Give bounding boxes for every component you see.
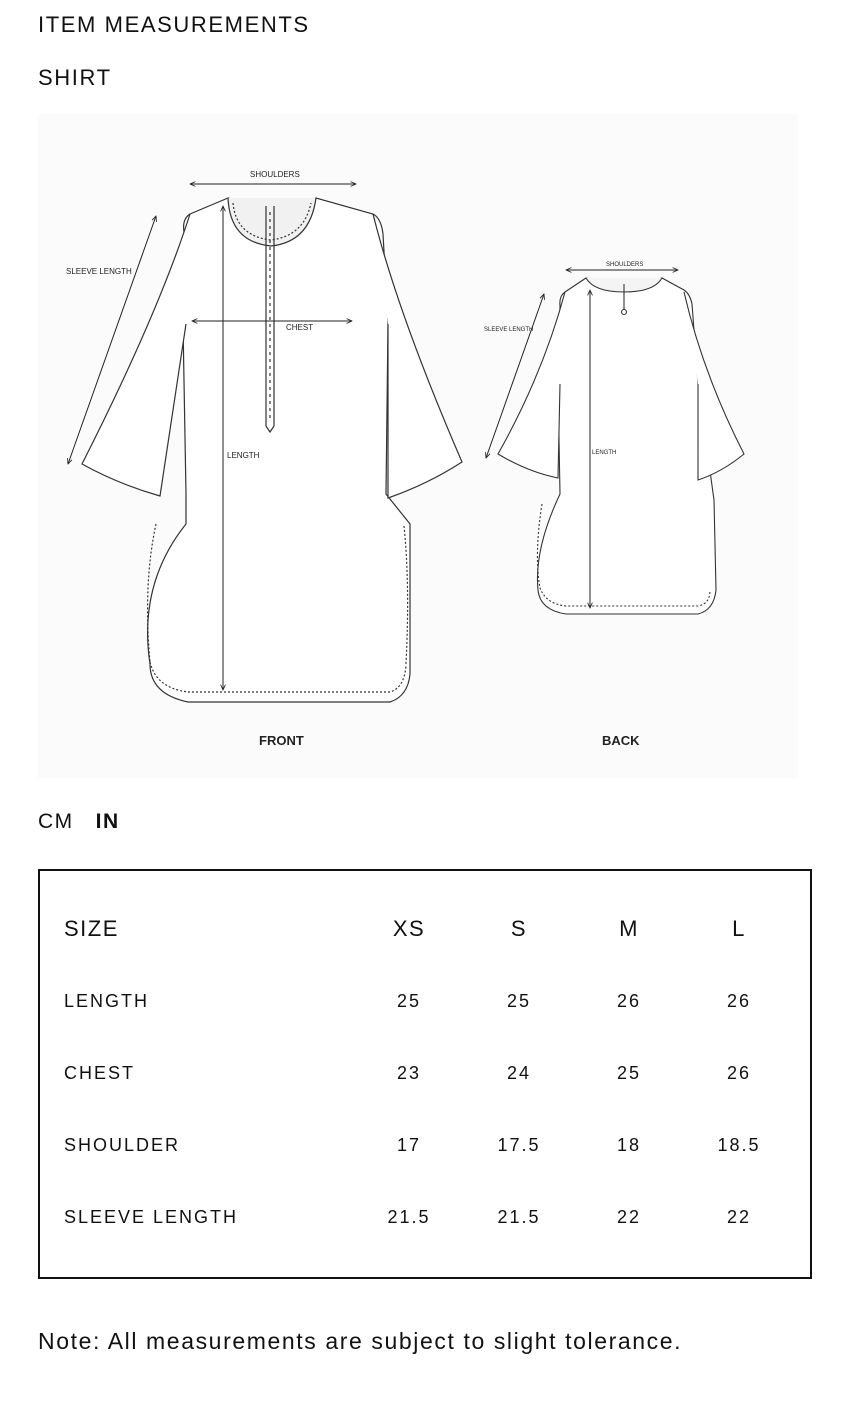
back-shoulders-label: SHOULDERS [606,262,644,268]
size-header-l: L [732,916,746,941]
back-length-label: LENGTH [592,450,617,456]
tolerance-note: Note: All measurements are subject to slight tolerance. [38,1328,683,1354]
table-row [64,1181,794,1253]
front-sleeve-length-label: SLEEVE LENGTH [66,267,132,276]
size-header-row [64,893,794,965]
size-header-label: SIZE [64,916,119,941]
table-cell: 21.5 [387,1206,431,1227]
row-label-sleeve-length: SLEEVE LENGTH [64,1206,239,1227]
table-cell: 25 [506,990,532,1011]
back-caption: BACK [602,733,640,748]
size-table [64,893,794,1253]
unit-in-button[interactable]: IN [95,810,120,833]
page-title: ITEM MEASUREMENTS [38,12,310,37]
size-header-m: M [619,916,639,941]
size-header-xs: XS [392,916,426,941]
front-garment-illustration [82,198,462,702]
table-cell: 25 [616,1062,642,1083]
back-sleeve-length-label: SLEEVE LENGTH [484,327,534,333]
front-caption: FRONT [259,733,304,748]
size-header-s: S [510,916,528,941]
unit-toggle [38,810,120,834]
garment-subtitle: SHIRT [38,65,112,90]
unit-cm-button[interactable]: CM [38,810,74,833]
table-cell: 25 [396,990,422,1011]
table-cell: 17.5 [497,1134,541,1155]
table-row [64,1109,794,1181]
table-cell: 18 [616,1134,642,1155]
row-label-length: LENGTH [64,990,150,1011]
table-cell: 22 [726,1206,752,1227]
table-cell: 21.5 [497,1206,541,1227]
back-garment-illustration [498,278,744,614]
row-label-shoulder: SHOULDER [64,1134,181,1155]
size-chart [38,869,812,1279]
table-row [64,965,794,1037]
front-chest-label: CHEST [286,323,314,332]
row-label-chest: CHEST [64,1062,136,1083]
table-cell: 23 [396,1062,422,1083]
table-row [64,1037,794,1109]
table-cell: 26 [726,990,752,1011]
table-cell: 18.5 [717,1134,761,1155]
measurement-diagram [38,114,798,778]
table-cell: 26 [726,1062,752,1083]
table-cell: 26 [616,990,642,1011]
front-shoulders-label: SHOULDERS [250,170,300,179]
table-cell: 17 [396,1134,422,1155]
front-length-label: LENGTH [227,451,260,460]
table-cell: 22 [616,1206,642,1227]
table-cell: 24 [506,1062,532,1083]
